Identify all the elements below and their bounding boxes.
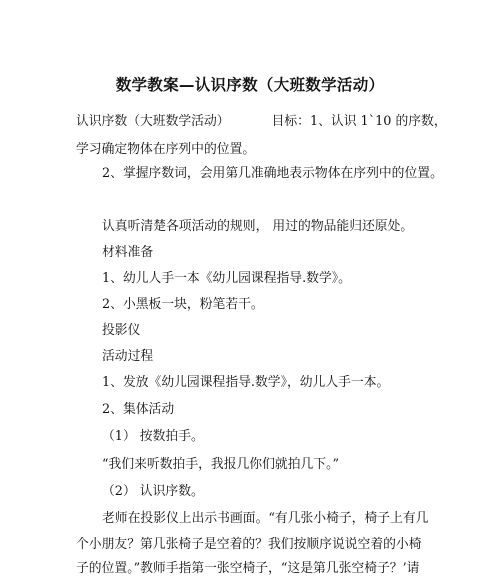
activity-2-text-continued-2: 子的位置。”教师手指第一张空椅子，“这是第几张空椅子？’请	[76, 561, 420, 576]
activity-1-heading: （1） 按数拍手。	[102, 429, 204, 444]
process-step-2: 2、集体活动	[102, 402, 175, 417]
paragraph-intro-continued: 学习确定物体在序列中的位置。	[76, 142, 256, 157]
activity-2-text: 老师在投影仪上出示书画面。“有几张小椅子，椅子上有几	[102, 511, 429, 526]
process-step-1: 1、发放《幼儿园课程指导.数学》，幼儿人手一本。	[102, 375, 390, 390]
lesson-name: 认识序数（大班数学活动）	[76, 114, 230, 129]
activity-2-text-continued: 个小朋友？第几张椅子是空着的？我们按顺序说说空着的小椅	[76, 537, 422, 552]
objective-3: 认真听清楚各项活动的规则， 用过的物品能归还原处。	[102, 219, 414, 234]
objective-1: 目标：1、认识 1`10 的序数，	[271, 114, 447, 129]
activity-1-quote: “我们来听数拍手，我报几你们就拍几下。”	[102, 457, 340, 472]
section-heading-process: 活动过程	[102, 349, 154, 364]
document-title: 数学教案—认识序数（大班数学活动）	[115, 76, 385, 94]
material-item-2: 2、小黑板一块，粉笔若干。	[102, 297, 264, 312]
material-item-1: 1、幼儿人手一本《幼儿园课程指导.数学》。	[102, 271, 351, 286]
paragraph-intro	[76, 113, 447, 131]
material-item-3: 投影仪	[102, 323, 141, 338]
section-heading-materials: 材料准备	[102, 245, 154, 260]
objective-2: 2、掌握序数词，会用第几准确地表示物体在序列中的位置。	[102, 166, 443, 181]
activity-2-heading: （2） 认识序数。	[102, 484, 204, 499]
